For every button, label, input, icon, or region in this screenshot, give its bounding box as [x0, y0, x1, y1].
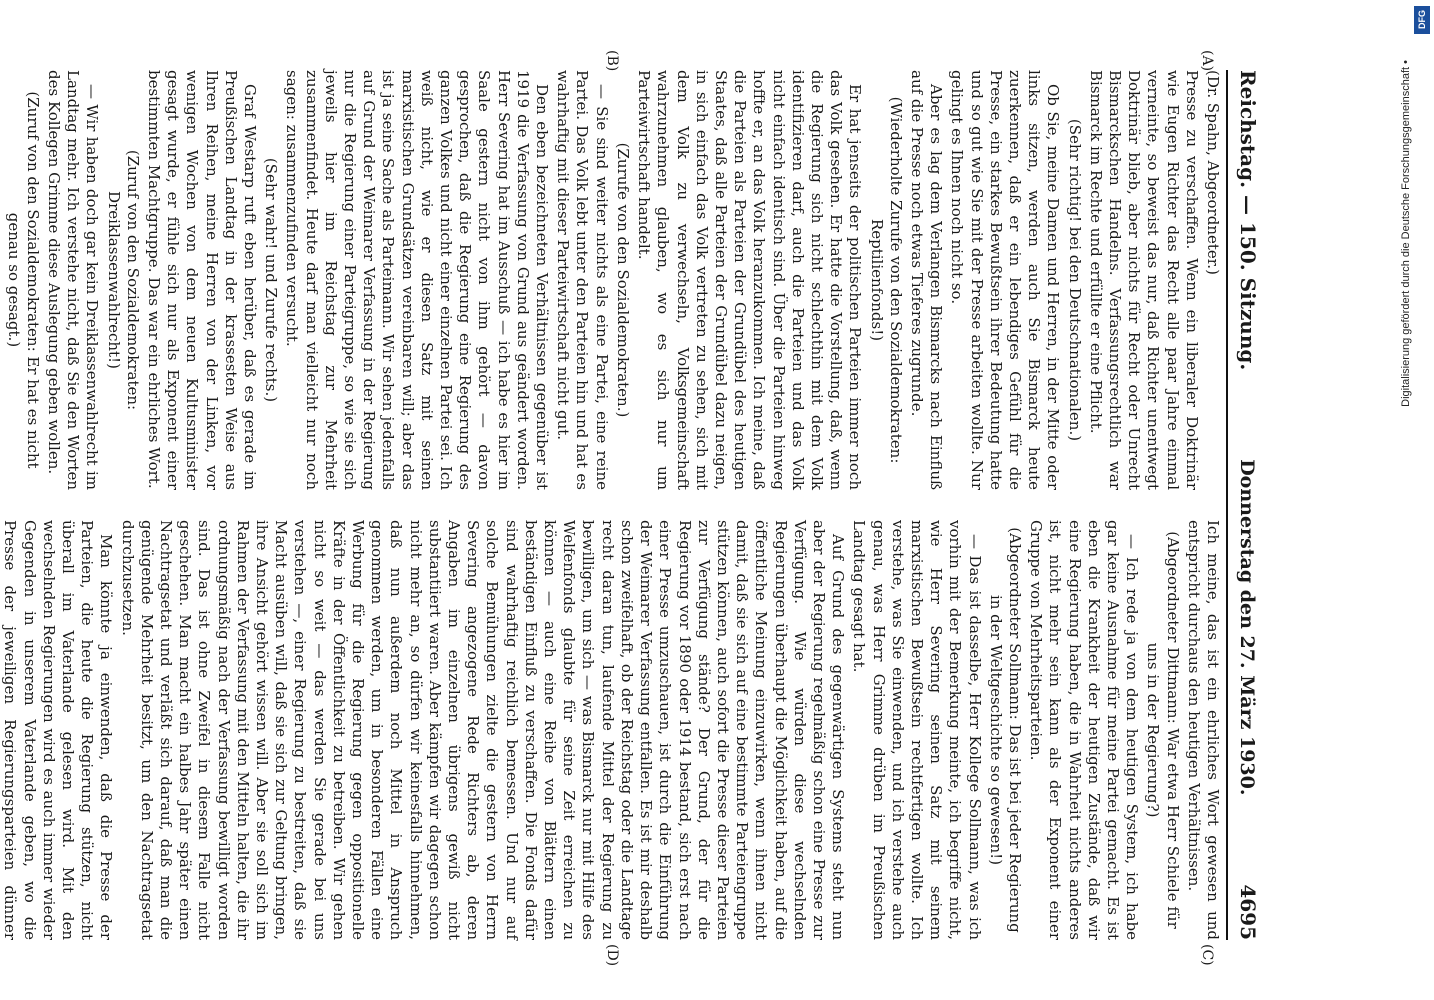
paragraph: (Wiederholte Zurufe von den Sozialdemokraten: Reptilienfonds!): [867, 96, 905, 464]
paragraph: — Ich rede ja von dem heutigen System, ich habe gar keine Ausnahme für meine Partei gemacht. Es ist eben die Krankheit der heutigen Zustände, daß wir eine Regierung haben, die in Wahrheit nichts anderes ist, nicht mehr sein kann als der Exponent einer Gruppe von Mehrheitsparteien.: [1027, 520, 1142, 940]
margin-mark-a: (A): [1199, 50, 1215, 72]
paragraph: (Zuruf von den Sozialdemokraten: Dreiklassenwahlrecht!): [104, 149, 142, 411]
paragraph: Ich meine, das ist ein ehrliches Wort gewesen und entspricht durchaus den heutigen Verhältnissen.: [1184, 520, 1222, 940]
margin-mark-c: (C): [1199, 944, 1215, 966]
margin-mark-d: (D): [604, 944, 620, 967]
paragraph: Ob Sie, meine Damen und Herren, in der Mitte oder links sitzen, werden auch Sie Bismarck heute zuerkennen, daß er ein lebendiges Gefühl für die Presse, ein starkes Bewußtsein ihrer Bedeutung hatte und so gut wie Sie mit der Presse arbeiten wollte. Nur gelingt es Ihnen noch nicht so.: [948, 70, 1063, 490]
dfg-logo: DFG: [1414, 6, 1430, 34]
stamp-text: Digitalisierung gefördert durch die Deutsche Forschungsgemeinschaft •: [1400, 60, 1412, 407]
paragraph: (Zuruf von den Sozialdemokraten: Er hat es nicht genau so gesagt.): [4, 91, 42, 469]
paragraph: Aber es lag dem Verlangen Bismarcks nach Einfluß auf die Presse noch etwas Tieferes zugrunde.: [907, 70, 946, 490]
paragraph: (Abgeordneter Sollmann: Das ist bei jeder Regierung in der Weltgeschichte so gewesen!): [986, 527, 1024, 933]
page-header: [1232, 70, 1260, 940]
margin-mark-b: (B): [604, 50, 620, 72]
paragraph: Man könnte ja einwenden, daß die Presse der Parteien, die heute die Regierung stützen, nicht überall im Vaterlande gelesen wird. Mit den wechselnden Regierungen wird es auch immer wieder Gegenden in unserem Vaterlande geben, wo die Presse der jeweiligen Regierungsparteien dünner: [1, 520, 116, 940]
paragraph: — Das ist dasselbe, Herr Kollege Sollmann, was ich vorhin mit der Bemerkung meinte, ich begriffe nicht, wie Herr Severing seinen Satz mit seinem marxistischen Bewußtsein rechtfertigen wollte. Ich verstehe, was Sie einwenden, und ich verstehe auch genau, was Herr Grimme drüben im Preußischen Landtag gesagt hat.: [850, 520, 984, 940]
page-number: 4695: [1236, 884, 1260, 940]
paragraph: Er hat jenseits der politischen Parteien immer noch das Volk gesehen. Er hatte die Vorstellung, daß, wenn die Regierung sich nicht schlechthin mit dem Volk identifizieren darf, auch die Parteien und das Volk nicht einfach identisch sind. Über die Parteien hinweg hoffte er, an das Volk heranzukommen. Ich meine, daß die Parteien als Parteien der Grundübel des heutigen Staates, daß alle Parteien der Grundübel dazu neigen, in sich einfach das Volk vertreten zu sehen, sich mit dem Volk zu verwechseln, Volksgemeinschaft wahrzunehmen glauben, wo es sich nur um Parteiwirtschaft handelt.: [635, 70, 865, 490]
header-rule: [1226, 70, 1228, 940]
paragraph: (Dr. Spahn, Abgeordneter.): [1204, 70, 1222, 275]
paragraph: — Wir haben doch gar kein Dreiklassenwahlrecht im Landtag mehr. Ich verstehe nicht, daß Sie den Worten des Kollegen Grimme diese Auslegung geben wollen.: [45, 70, 102, 490]
right-column: [1, 520, 1222, 940]
paragraph: (Sehr wahr! und Zurufe rechts.): [262, 157, 281, 403]
paragraph: (Zurufe von den Sozialdemokraten.): [613, 142, 632, 418]
paragraph: (Sehr richtig! bei den Deutschnationalen.): [1065, 118, 1084, 442]
paragraph: — Sie sind weiter nichts als eine Partei, eine reine Partei. Das Volk lebt unter den Parteien hin und hat es wahrhaftig mit dieser Parteiwirtschaft nicht gut.: [554, 70, 611, 490]
paragraph: (Abgeordneter Dittmann: War etwa Herr Schiele für uns in der Regierung?): [1144, 531, 1182, 929]
paragraph: Presse zu verschaffen. Wenn ein liberaler Doktrinär wie Eugen Richter das Recht alle paar Jahre einmal verneinte, so beweist das nur, daß Richter unentwegt Doktrinär blieb, aber nichts für Recht oder Unrecht Bismarckschen Handelns. Verfassungsrechtlich war Bismarck im Rechte und erfüllte er eine Pflicht.: [1086, 70, 1201, 490]
header-left: Reichstag. — 150. Sitzung.: [1236, 70, 1260, 371]
paragraph: Graf Westarp ruft eben herüber, daß es gerade im Preußischen Landtag in der krassesten Weise aus Ihren Reihen, meine Herren von der Linken, vor wenigen Wochen von dem neuen Kultusminister gesagt wurde, er fühle sich nur als Exponent einer bestimmten Machtgruppe. Das war ein ehrliches Wort.: [145, 70, 260, 490]
paragraph: [0, 70, 1, 490]
header-date: Donnerstag den 27. März 1930.: [1236, 459, 1258, 796]
left-column: [4, 70, 1222, 490]
digitization-stamp: [1400, 60, 1428, 940]
paragraph: Auf Grund des gegenwärtigen Systems steht nun aber der Regierung regelmäßig schon eine Presse zur Verfügung. Wie würden diese wechselnden Regierungen überhaupt die Möglichkeit haben, auf die öffentliche Meinung einzuwirken, wenn ihnen nicht damit, daß sie sich auf eine bestimmte Parteiengruppe stützen können, auch sofort die Presse dieser Parteien zur Verfügung stände? Der Grund, der für die Regierung vor 1890 oder 1914 bestand, sich erst nach einer Presse umzuschauen, ist durch die Einführung der Weimarer Verfassung entfallen. Es ist mir deshalb schon zweifelhaft, ob der Reichstag oder die Landtage recht daran tun, laufende Mittel der Regierung zu bewilligen, um sich — was Bismarck nur mit Hilfe des Welfenfonds glaubte für seine Zeit erreichen zu können — auch eine Reihe von Blättern einen beständigen Einfluß zu verschaffen. Die Fonds dafür sind wahrhaftig reichlich bemessen. Und nur auf solche Bemühungen zielte die gestern von Herrn Severing angezogene Rede Richters ab, deren Angaben im einzelnen übrigens gewiß nicht substantiiert waren. Aber kämpfen wir dagegen schon nicht mehr an, so dürfen wir keinesfalls hinnehmen, daß nun außerdem noch Mittel in Anspruch genommen werden, um in besonderen Fällen eine Werbung für die Regierung gegen oppositionelle Kräfte in der Öffentlichkeit zu betreiben. Wir gehen nicht so weit — das werden Sie gerade bei uns verstehen —, einer Regierung zu bestreiten, daß sie Macht ausüben will, daß sie sich zur Geltung bringen, ihre Ansicht gehört wissen will. Aber sie soll sich im Rahmen der Verfassung mit den Mitteln halten, die ihr ordnungsmäßig nach der Verfassung bewilligt worden sind. Das ist ohne Zweifel in diesem Falle nicht geschehen. Man macht ein halbes Jahr später einen Nachtragsetat und verläßt sich darauf, daß man die genügende Mehrheit besitzt, um den Nachtragsetat durchzusetzen.: [118, 520, 848, 940]
paragraph: Den eben bezeichneten Verhältnissen gegenüber ist 1919 die Verfassung von Grund aus geändert worden. Herr Severing hat im Ausschuß — ich habe es hier im Saale gestern nicht von ihm gehört — davon gesprochen, daß die Regierung eine Regierung des ganzen Volkes und nicht einer einzelnen Partei sei. Ich weiß nicht, wie er diesen Satz mit seinen marxistischen Grundsätzen vereinbaren will; aber das ist ja seine Sache als Parteimann. Wir sehen jedenfalls auf Grund der Weimarer Verfassung in der Regierung nur die Regierung einer Parteigruppe, so wie sie sich jeweils hier im Reichstag zur Mehrheit zusammenfindet. Heute darf man vielleicht nur noch sagen: zusammenzufinden versucht.: [283, 70, 552, 490]
